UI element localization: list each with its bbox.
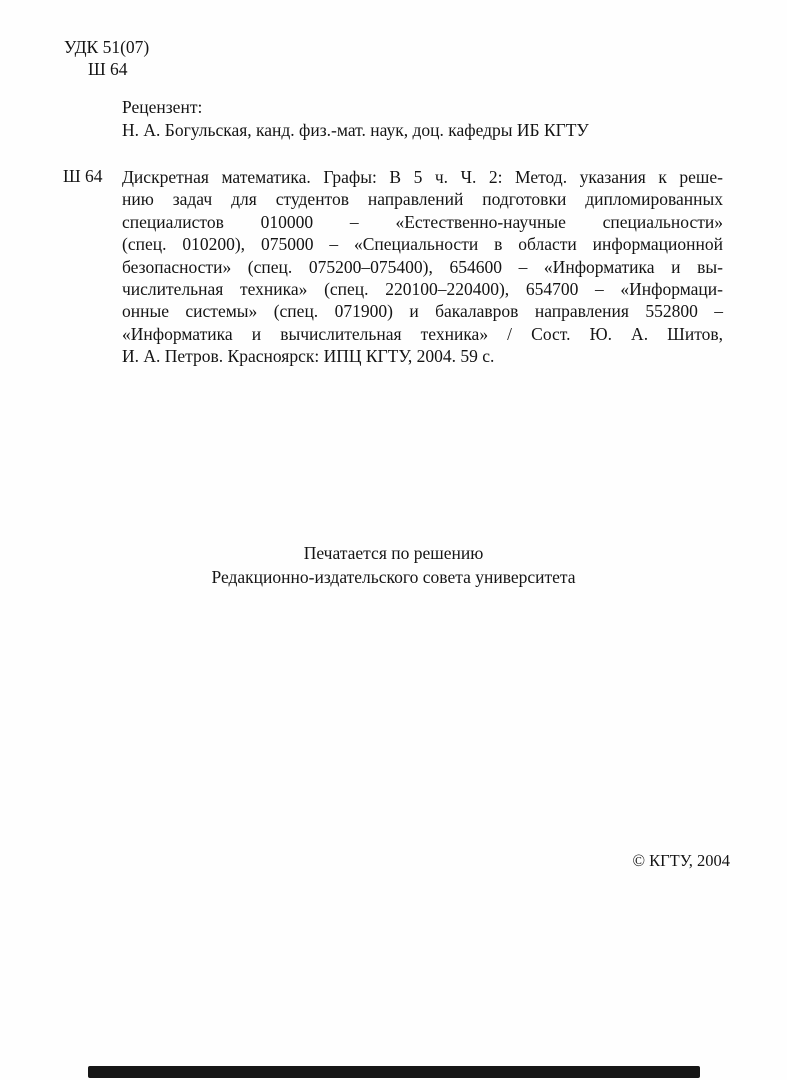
copyright-notice: © КГТУ, 2004	[632, 851, 730, 870]
imprint-line: Редакционно-издательского совета университета	[211, 567, 576, 587]
reviewer-name: Н. А. Богульская, канд. физ.-мат. наук, доц. кафедры ИБ КГТУ	[122, 120, 589, 140]
citation-line: «Информатика и вычислительная техника» / Сост. Ю. А. Шитов,	[122, 323, 723, 344]
imprint-statement	[0, 541, 787, 589]
reviewer-block	[122, 96, 589, 142]
citation-line: И. А. Петров. Красноярск: ИПЦ КГТУ, 2004. 59 с.	[122, 346, 495, 367]
entry-code: Ш 64	[63, 166, 103, 186]
reviewer-label: Рецензент:	[122, 97, 203, 117]
citation-line: Дискретная математика. Графы: В 5 ч. Ч. 2: Метод. указания к реше-	[122, 167, 723, 187]
citation-line: безопасности» (спец. 075200–075400), 654600 – «Информатика и вы-	[122, 256, 723, 277]
scan-artifact-bar	[88, 1066, 700, 1078]
bibliographic-entry	[63, 166, 723, 368]
citation-text	[122, 166, 723, 368]
citation-line: онные системы» (спец. 071900) и бакалавров направления 552800 –	[122, 301, 723, 322]
imprint-line: Печатается по решению	[303, 543, 484, 563]
udc-classification-code: Ш 64	[88, 59, 128, 79]
citation-line: (спец. 010200), 075000 – «Специальности в области информационной	[122, 234, 723, 255]
udc-block	[64, 36, 149, 80]
citation-line: специалистов 010000 – «Естественно-научные специальности»	[122, 211, 723, 232]
citation-line: числительная техника» (спец. 220100–220400), 654700 – «Информаци-	[122, 279, 723, 300]
citation-line: нию задач для студентов направлений подготовки дипломированных	[122, 189, 723, 210]
udc-number: УДК 51(07)	[64, 37, 150, 57]
